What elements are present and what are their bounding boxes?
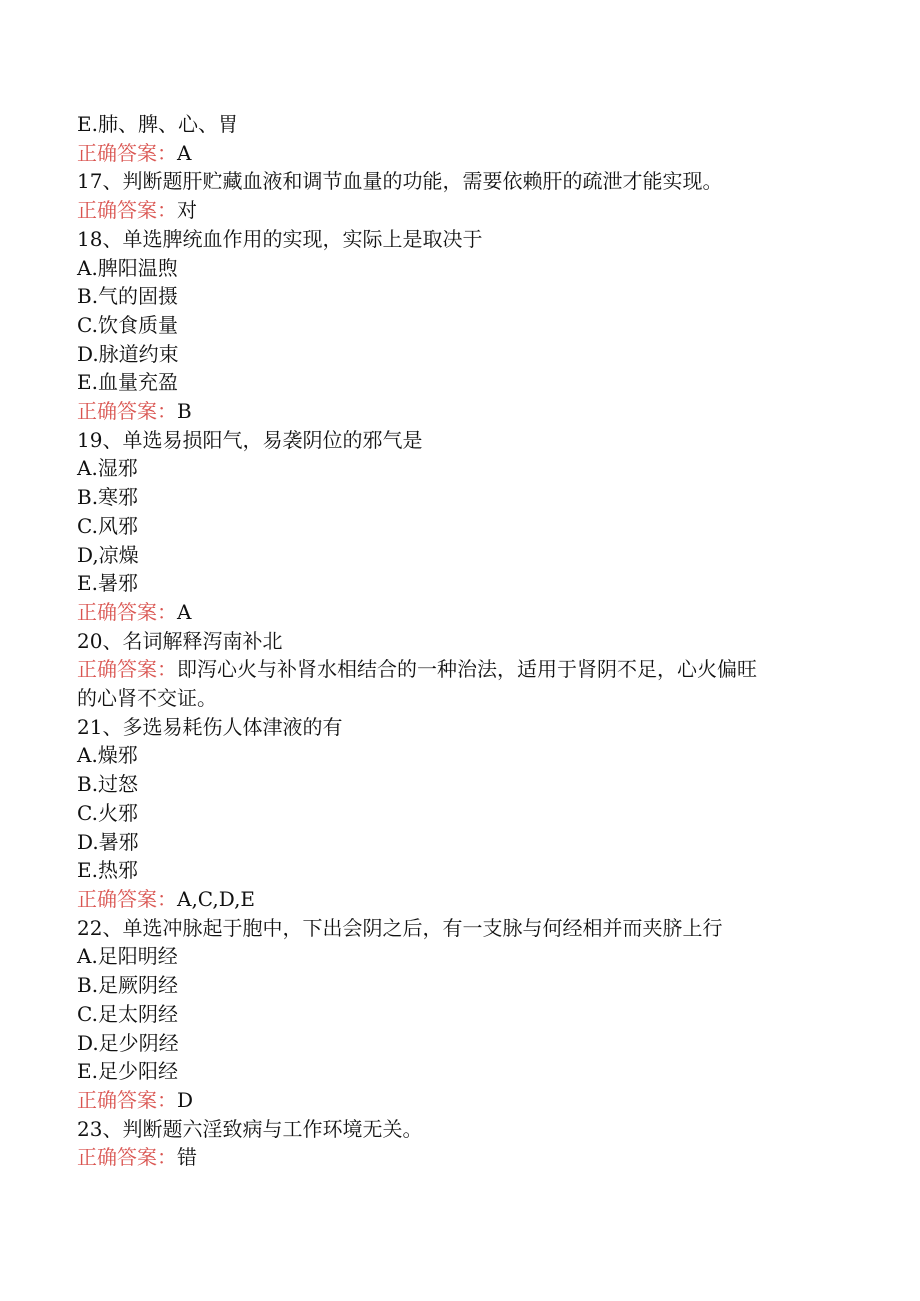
option-line: B.过怒 — [77, 772, 139, 797]
question-line: 23、判断题六淫致病与工作环境无关。 — [77, 1116, 423, 1141]
answer-line — [77, 655, 837, 684]
question-line: 21、多选易耗伤人体津液的有 — [77, 714, 343, 739]
option-line: E.热邪 — [77, 858, 138, 883]
option-line: A.脾阳温煦 — [77, 255, 178, 280]
option-line: A.湿邪 — [77, 456, 138, 481]
answer-line — [77, 1143, 837, 1172]
option-line: C.足太阴经 — [77, 1001, 178, 1026]
question-line: 17、判断题肝贮藏血液和调节血量的功能，需要依赖肝的疏泄才能实现。 — [77, 169, 723, 194]
option-line: E.血量充盈 — [77, 370, 178, 395]
option-line: B.寒邪 — [77, 485, 139, 510]
answer-label: 正确答案： — [77, 399, 177, 424]
option-line: D.脉道约束 — [77, 341, 179, 366]
option-line: E.足少阳经 — [77, 1059, 178, 1084]
question-line: 20、名词解释泻南补北 — [77, 628, 283, 653]
answer-line — [77, 196, 837, 225]
answer-value: A — [177, 140, 192, 165]
answer-value: 对 — [177, 198, 197, 223]
option-line: A.足阳明经 — [77, 944, 178, 969]
answer-label: 正确答案： — [77, 657, 177, 682]
option-line: 的心肾不交证。 — [77, 686, 217, 711]
answer-label: 正确答案： — [77, 198, 177, 223]
answer-value: A,C,D,E — [177, 886, 256, 911]
answer-value: A — [177, 599, 192, 624]
question-line: 22、单选冲脉起于胞中，下出会阴之后，有一支脉与何经相并而夹脐上行 — [77, 915, 723, 940]
option-line: E.肺、脾、心、胃 — [77, 112, 238, 136]
answer-value: 即泻心火与补肾水相结合的一种治法，适用于肾阴不足，心火偏旺 — [177, 657, 757, 682]
answer-label: 正确答案： — [77, 599, 177, 624]
answer-line — [77, 1086, 837, 1115]
answer-label: 正确答案： — [77, 886, 177, 911]
option-line: C.风邪 — [77, 513, 138, 538]
option-line: C.饮食质量 — [77, 312, 178, 337]
answer-value: 错 — [177, 1145, 197, 1170]
answer-line — [77, 397, 837, 426]
answer-value: D — [177, 1087, 194, 1112]
answer-label: 正确答案： — [77, 1145, 177, 1170]
answer-label: 正确答案： — [77, 1087, 177, 1112]
option-line: E.暑邪 — [77, 571, 138, 596]
answer-line — [77, 885, 837, 914]
option-line: A.燥邪 — [77, 743, 138, 768]
answer-value: B — [177, 399, 192, 424]
document-page — [77, 110, 837, 1172]
option-line: D.暑邪 — [77, 829, 139, 854]
option-line: D,凉燥 — [77, 542, 139, 567]
question-line: 18、单选脾统血作用的实现，实际上是取决于 — [77, 226, 483, 251]
answer-line — [77, 139, 837, 168]
option-line: B.气的固摄 — [77, 284, 179, 309]
answer-line — [77, 598, 837, 627]
option-line: C.火邪 — [77, 800, 138, 825]
question-line: 19、单选易损阳气，易袭阴位的邪气是 — [77, 427, 423, 452]
answer-label: 正确答案： — [77, 140, 177, 165]
option-line: B.足厥阴经 — [77, 973, 179, 998]
option-line: D.足少阴经 — [77, 1030, 179, 1055]
